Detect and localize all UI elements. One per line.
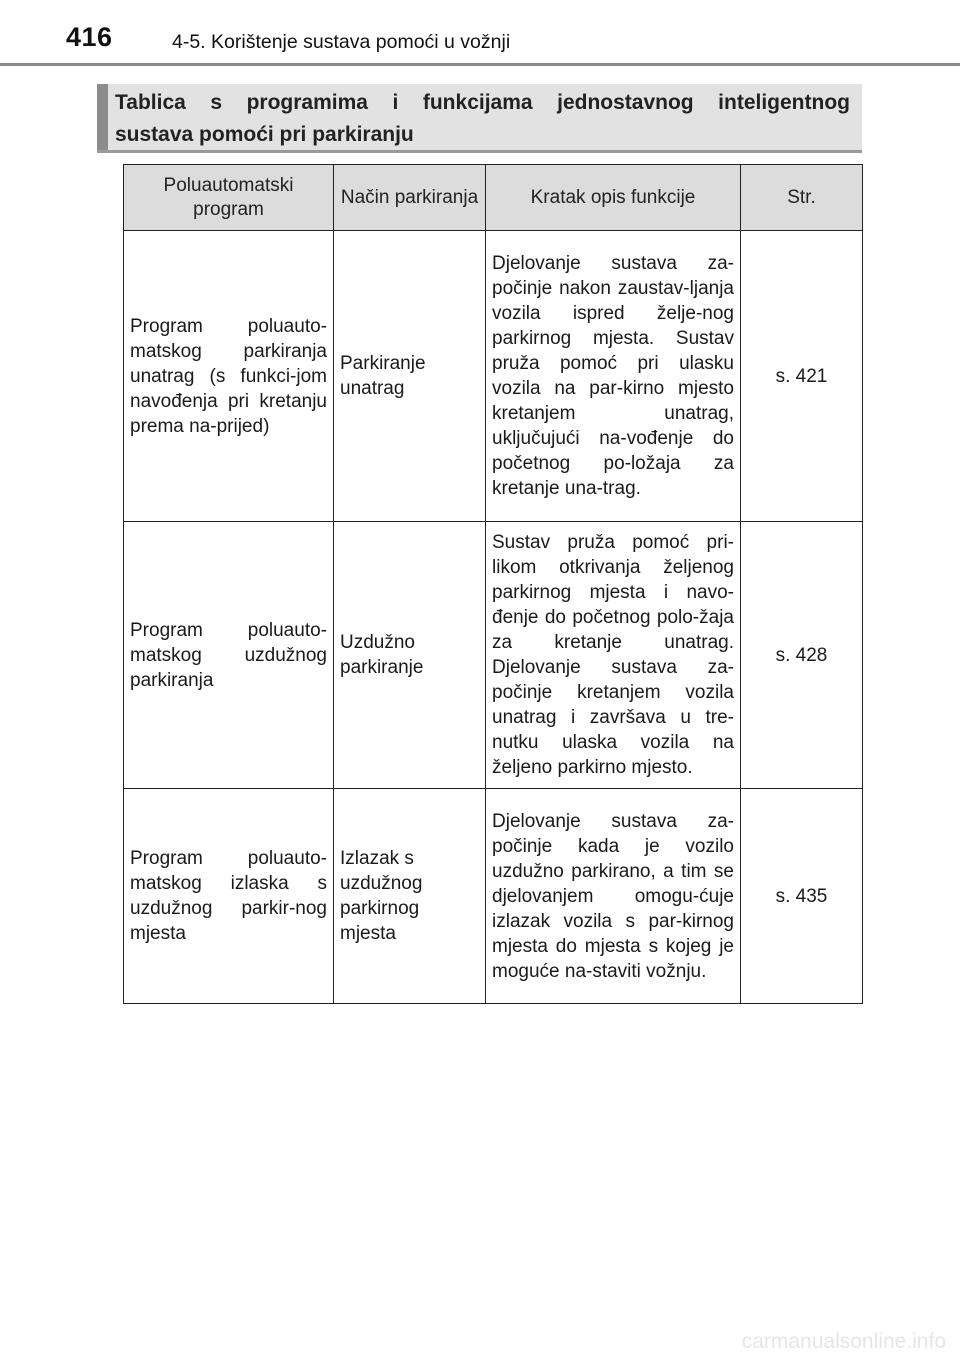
header-description: Kratak opis funkcije (486, 165, 741, 231)
program-cell (124, 231, 334, 522)
page-ref-cell (741, 789, 863, 1004)
header-page: Str. (741, 165, 863, 231)
chapter-title: 4-5. Korištenje sustava pomoći u vožnji (172, 31, 511, 53)
program-cell (124, 522, 334, 789)
page-ref-cell (741, 231, 863, 522)
section-title (115, 87, 850, 151)
mode-text: Izlazak s uzdužnog parkirnog mjesta (340, 848, 423, 944)
program-text: Program poluauto-matskog izlaska s uzdužnog parkir-nog mjesta (130, 848, 327, 944)
parking-programs-table (123, 164, 863, 1004)
program-cell (124, 789, 334, 1004)
program-text: Program poluauto-matskog parkiranja unatrag (s funkci-jom navođenja pri kretanju prema na-prijed) (130, 315, 327, 437)
mode-text: Uzdužno parkiranje (340, 632, 424, 678)
program-text: Program poluauto-matskog uzdužnog parkiranja (130, 619, 327, 691)
section-title-line-2: sustava pomoći pri parkiranju (115, 123, 414, 146)
header-rule (0, 63, 960, 66)
table-row (124, 231, 863, 522)
watermark: carmanualsonline.info (741, 1330, 946, 1353)
page-ref: s. 421 (775, 365, 828, 387)
page-number: 416 (66, 22, 113, 52)
page-ref-cell (741, 522, 863, 789)
table-header-row (124, 165, 863, 231)
section-accent-bar (97, 84, 108, 150)
table-row (124, 789, 863, 1004)
mode-cell (334, 522, 486, 789)
description-text: Sustav pruža pomoć pri-likom otkrivanja željenog parkirnog mjesta i navo-đenje do početnog polo-žaja za kretanje unatrag. Djelovanje sustava za-počinje kretanjem vozila unatrag i završava u tre-nutku ulaska vozila na željeno parkirno mjesto. (492, 532, 734, 778)
section-title-line-1: Tablica s programima i funkcijama jednostavnog inteligentnog (115, 91, 850, 114)
mode-cell (334, 231, 486, 522)
page-ref: s. 435 (775, 885, 828, 907)
description-cell (486, 789, 741, 1004)
header-program: Poluautomatski program (124, 165, 334, 231)
description-text: Djelovanje sustava za-počinje kada je vozilo uzdužno parkirano, a tim se djelovanjem omogu-ćuje izlazak vozila s par-kirnog mjesta do mjesta s kojeg je moguće na-staviti vožnju. (492, 810, 734, 982)
page-ref: s. 428 (775, 644, 828, 666)
mode-text: Parkiranje unatrag (340, 353, 426, 399)
header-parking-mode: Način parkiranja (334, 165, 486, 231)
section-heading-box (97, 84, 862, 153)
mode-cell (334, 789, 486, 1004)
description-text: Djelovanje sustava za-počinje nakon zaustav-ljanja vozila ispred želje-nog parkirnog mjesta. Sustav pruža pomoć pri ulasku vozila na par-kirno mjesto kretanjem unatrag, uključujući na-vođenje do početnog po-ložaja za kretanje una-trag. (492, 253, 734, 499)
table-row (124, 522, 863, 789)
description-cell (486, 231, 741, 522)
description-cell (486, 522, 741, 789)
